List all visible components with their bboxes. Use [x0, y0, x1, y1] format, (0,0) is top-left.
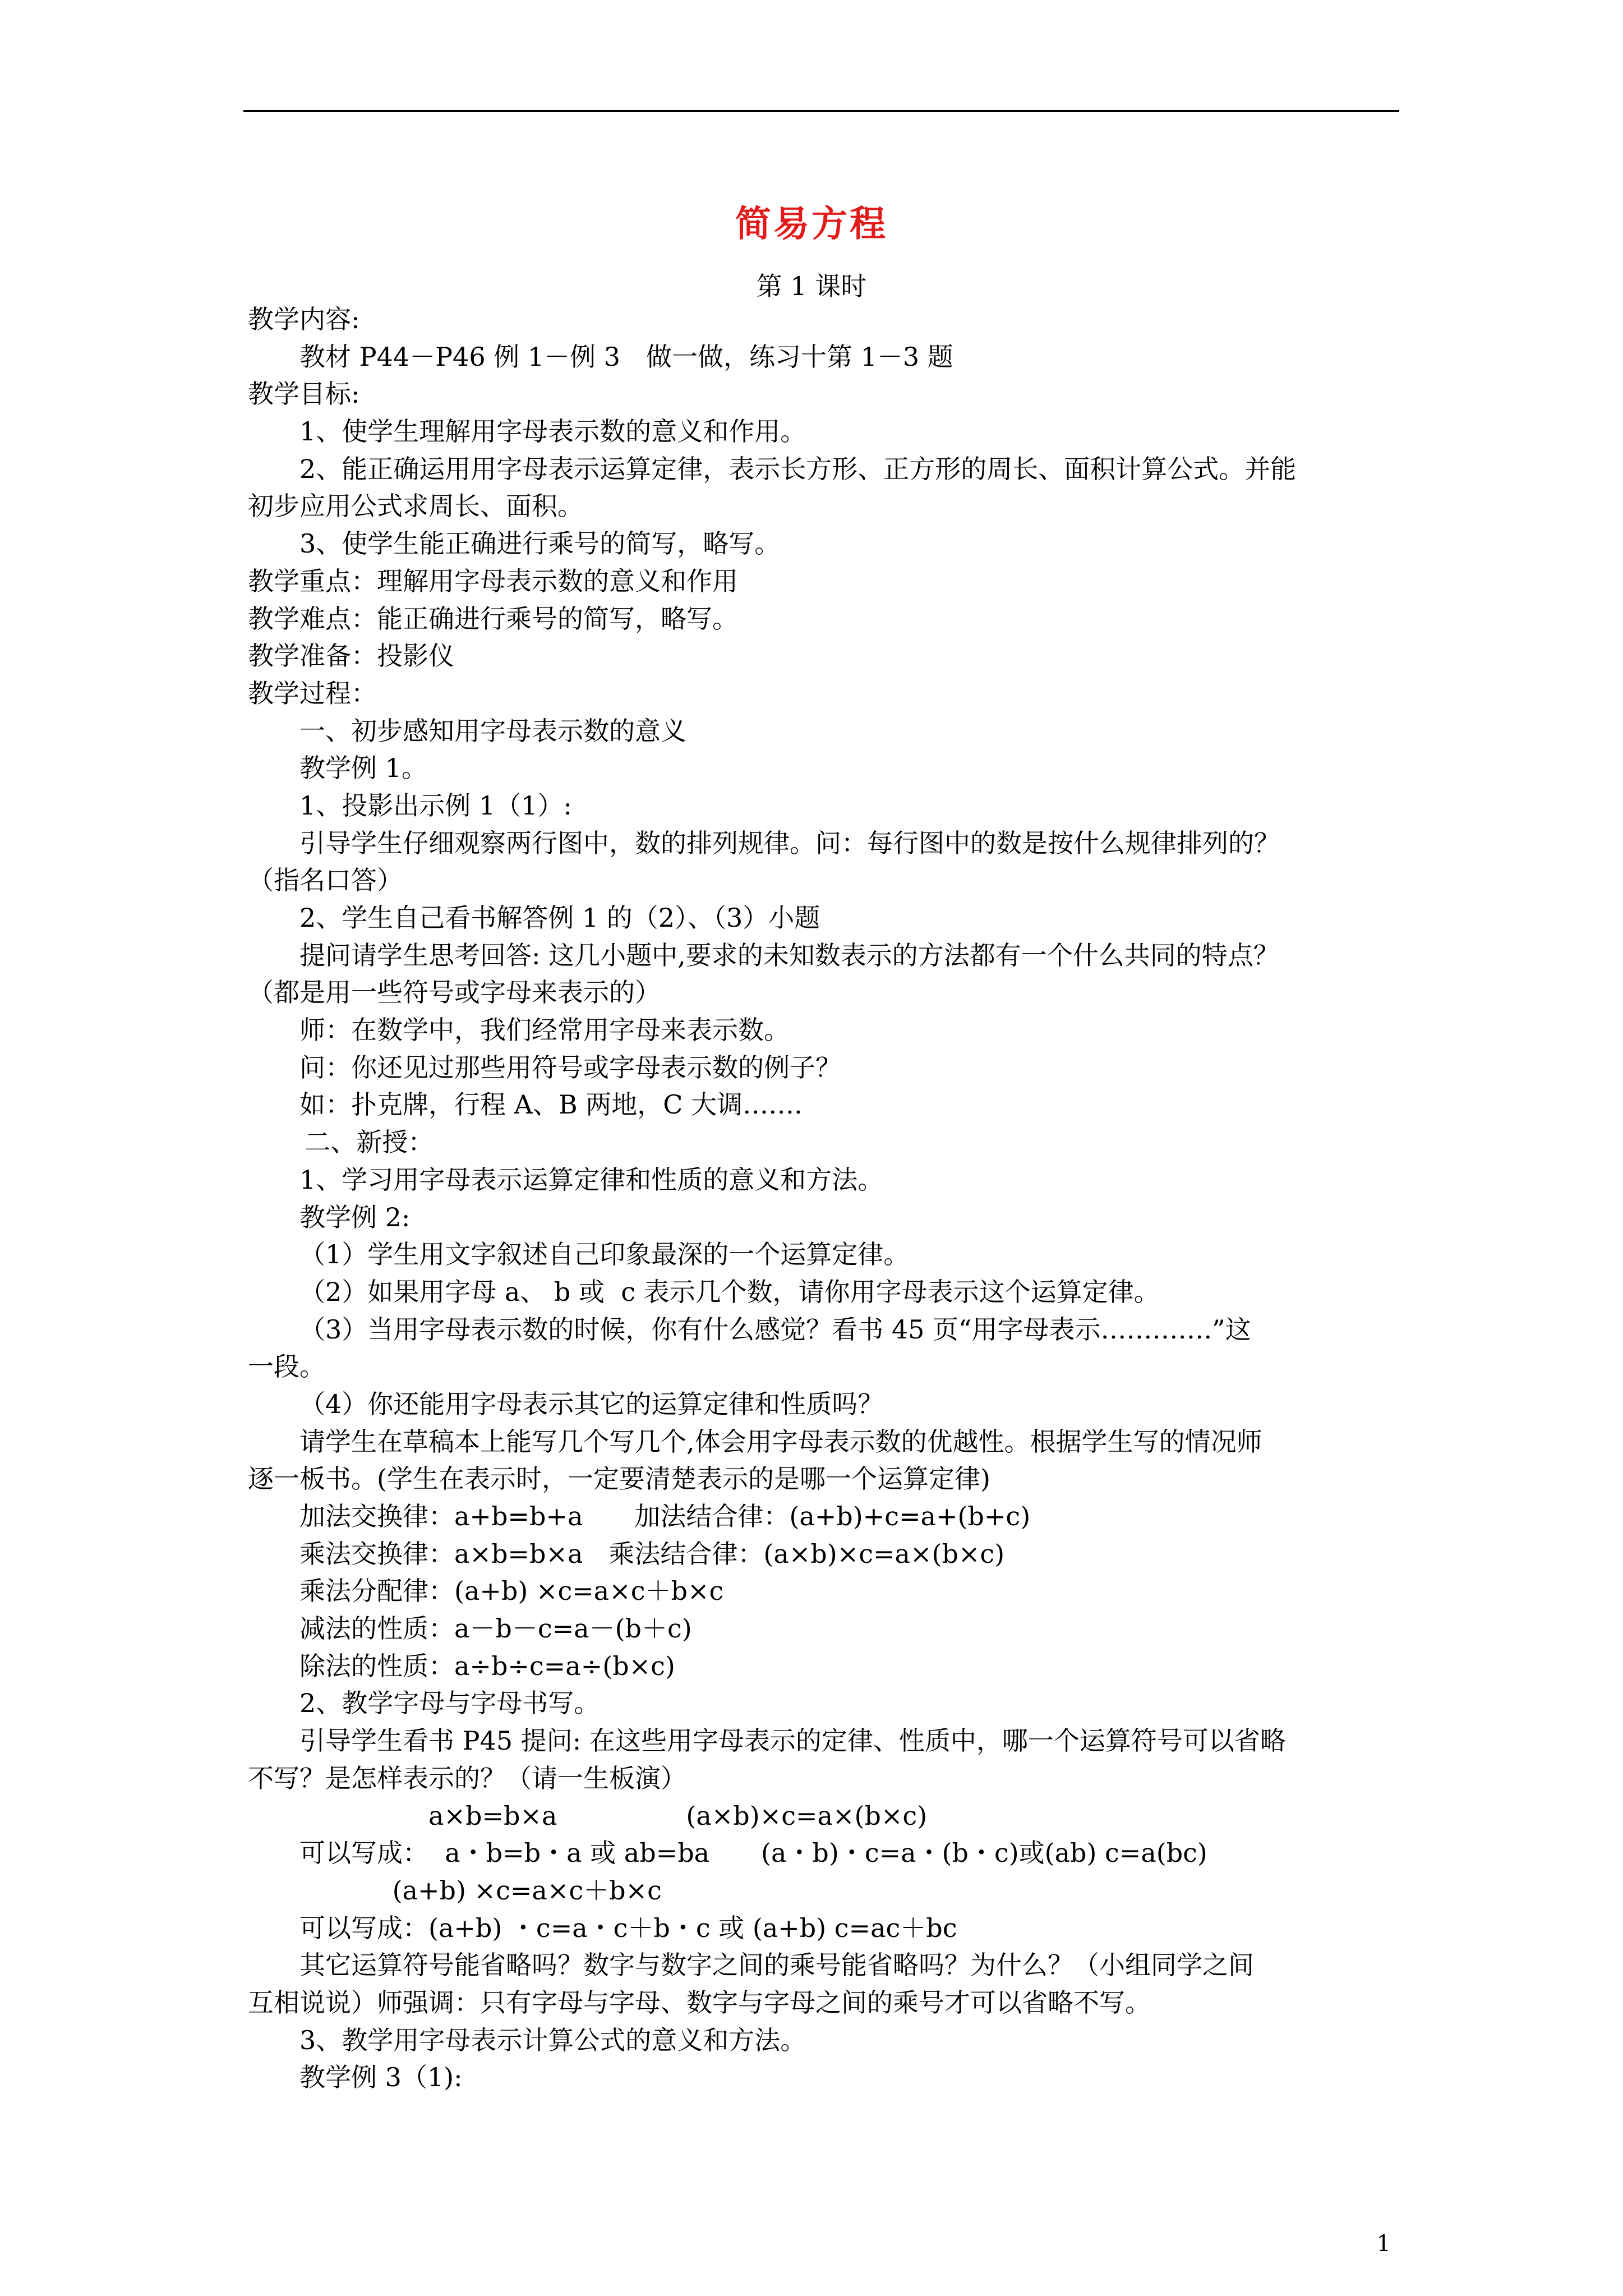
text-line: （都是用一些符号或字母来表示的）	[248, 977, 661, 1008]
text-line: 教学准备：投影仪	[248, 641, 454, 671]
text-line: 可以写成： a・b=b・a 或 ab=ba (a・b)・c=a・(b・c)或(ab) c=a(bc)	[299, 1838, 1207, 1869]
header-rule	[243, 110, 1399, 112]
text-line: 二、新授：	[305, 1127, 434, 1158]
text-line: 教学过程：	[248, 678, 377, 708]
text-line: （2）如果用字母 a、 b 或 c 表示几个数，请你用字母表示这个运算定律。	[299, 1276, 1160, 1307]
text-line: 教学重点：理解用字母表示数的意义和作用	[248, 565, 738, 596]
text-line: 加法交换律：a+b=b+a 加法结合律：(a+b)+c=a+(b+c)	[299, 1501, 1031, 1531]
text-line: 3、使学生能正确进行乘号的简写，略写。	[299, 528, 781, 559]
text-line: 减法的性质：a－b－c=a－(b＋c)	[299, 1613, 692, 1644]
text-line: 1、学习用字母表示运算定律和性质的意义和方法。	[299, 1164, 884, 1195]
text-line: 师：在数学中，我们经常用字母来表示数。	[299, 1015, 790, 1046]
text-line: 可以写成：(a+b) ・c=a・c＋b・c 或 (a+b) c=ac＋bc	[299, 1912, 957, 1943]
text-line: 引导学生看书 P45 提问: 在这些用字母表示的定律、性质中，哪一个运算符号可以省略	[299, 1726, 1286, 1756]
text-line: 教学内容:	[248, 304, 360, 334]
text-line: 教学例 3（1):	[299, 2062, 463, 2093]
text-line: 教学例 1。	[299, 753, 427, 784]
text-line: （3）当用字母表示数的时候，你有什么感觉？看书 45 页“用字母表示………….”这	[299, 1314, 1251, 1345]
text-line: 互相说说）师强调：只有字母与字母、数字与字母之间的乘号才可以省略不写。	[248, 1987, 1151, 2018]
text-line: 不写？是怎样表示的？（请一生板演）	[248, 1763, 686, 1793]
text-line: 2、教学字母与字母书写。	[299, 1688, 600, 1719]
text-line: 提问请学生思考回答: 这几小题中,要求的未知数表示的方法都有一个什么共同的特点？	[299, 940, 1279, 970]
text-line: 乘法分配律：(a+b) ×c=a×c＋b×c	[299, 1576, 724, 1607]
text-line: 请学生在草稿本上能写几个写几个,体会用字母表示数的优越性。根据学生写的情况师	[299, 1426, 1262, 1457]
text-line: 1、使学生理解用字母表示数的意义和作用。	[299, 416, 806, 447]
text-line: 2、能正确运用用字母表示运算定律，表示长方形、正方形的周长、面积计算公式。并能	[299, 453, 1297, 484]
page-number: 1	[1376, 2231, 1391, 2257]
text-line: 初步应用公式求周长、面积。	[248, 491, 583, 522]
text-line: 1、投影出示例 1（1）:	[299, 790, 572, 821]
text-line: 一、初步感知用字母表示数的意义	[299, 715, 686, 746]
document-body	[248, 301, 1392, 2096]
text-line: （4）你还能用字母表示其它的运算定律和性质吗？	[299, 1388, 884, 1419]
text-line: （指名口答）	[248, 865, 403, 896]
lesson-subtitle: 第 1 课时	[756, 271, 867, 301]
text-line: 问：你还见过那些用符号或字母表示数的例子？	[299, 1052, 841, 1083]
text-line: a×b=b×a (a×b)×c=a×(b×c)	[428, 1800, 928, 1831]
text-line: 如：扑克牌，行程 A、B 两地，C 大调…….	[299, 1089, 819, 1120]
text-line: 2、学生自己看书解答例 1 的（2）、（3）小题	[299, 903, 820, 933]
text-line: 教材 P44－P46 例 1－例 3 做一做，练习十第 1－3 题	[299, 341, 953, 372]
text-line: 教学难点：能正确进行乘号的简写，略写。	[248, 603, 738, 634]
text-line: 除法的性质：a÷b÷c=a÷(b×c)	[299, 1650, 675, 1681]
text-line: 3、教学用字母表示计算公式的意义和方法。	[299, 2024, 806, 2055]
text-line: 教学目标:	[248, 379, 360, 409]
text-line: 其它运算符号能省略吗？数字与数字之间的乘号能省略吗？为什么？（小组同学之间	[299, 1950, 1254, 1981]
text-line: 乘法交换律：a×b=b×a 乘法结合律：(a×b)×c=a×(b×c)	[299, 1538, 1005, 1569]
text-line: （1）学生用文字叙述自己印象最深的一个运算定律。	[299, 1239, 910, 1270]
text-line: 引导学生仔细观察两行图中，数的排列规律。问：每行图中的数是按什么规律排列的？	[299, 827, 1280, 858]
text-line: (a+b) ×c=a×c＋b×c	[392, 1875, 662, 1906]
document-title: 简易方程	[735, 203, 888, 245]
text-line: 逐一板书。(学生在表示时，一定要清楚表示的是哪一个运算定律)	[248, 1464, 990, 1494]
text-line: 一段。	[248, 1351, 325, 1382]
text-line: 教学例 2:	[299, 1202, 411, 1232]
